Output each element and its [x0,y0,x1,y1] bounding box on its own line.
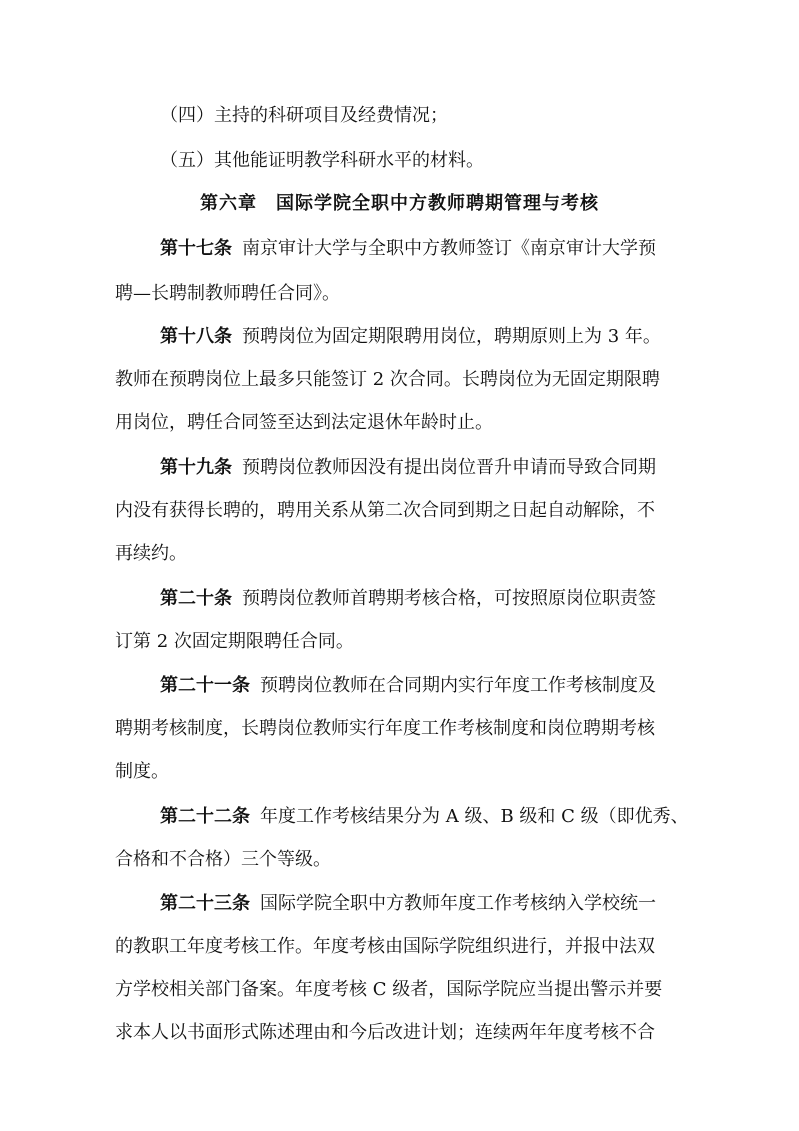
chapter-heading: 第六章 国际学院全职中方教师聘期管理与考核 [200,193,599,214]
article-19-text: 预聘岗位教师因没有提出岗位晋升申请而导致合同期 [242,457,656,478]
article-22-line-2: 合格和不合格）三个等级。 [115,849,331,870]
article-23-line-1 [160,893,656,915]
article-20-title: 第二十条 [160,588,232,609]
article-22-title: 第二十二条 [160,806,250,827]
article-17-line-1 [160,238,656,260]
article-22-line-1 [160,806,689,828]
article-22-text: 年度工作考核结果分为 A 级、B 级和 C 级（即优秀、 [260,806,689,827]
article-23-line-2: 的教职工年度考核工作。年度考核由国际学院组织进行，并报中法双 [115,936,655,957]
article-23-text: 国际学院全职中方教师年度工作考核纳入学校统一 [260,893,656,914]
article-21-title: 第二十一条 [160,675,250,696]
article-21-text: 预聘岗位教师在合同期内实行年度工作考核制度及 [260,675,656,696]
article-17-text: 南京审计大学与全职中方教师签订《南京审计大学预 [242,238,656,259]
list-item-4: （四）主持的科研项目及经费情况； [160,105,448,126]
article-17-line-2: 聘—长聘制教师聘任合同》。 [115,283,340,304]
article-21-line-2: 聘期考核制度，长聘岗位教师实行年度工作考核制度和岗位聘期考核 [115,718,655,739]
list-item-5: （五）其他能证明教学科研水平的材料。 [160,150,484,171]
article-20-text: 预聘岗位教师首聘期考核合格，可按照原岗位职责签 [242,588,656,609]
article-23-line-3: 方学校相关部门备案。年度考核 C 级者，国际学院应当提出警示并要 [115,979,663,1000]
article-21-line-3: 制度。 [115,761,169,782]
article-19-line-1 [160,457,656,479]
article-19-line-2: 内没有获得长聘的，聘用关系从第二次合同到期之日起自动解除，不 [115,500,655,521]
article-20-line-1 [160,588,656,610]
article-18-text: 预聘岗位为固定期限聘用岗位，聘期原则上为 3 年。 [242,326,661,347]
article-23-line-4: 求本人以书面形式陈述理由和今后改进计划；连续两年年度考核不合 [115,1022,655,1043]
article-18-line-3: 用岗位，聘任合同签至达到法定退休年龄时止。 [115,412,493,433]
article-19-title: 第十九条 [160,457,232,478]
article-18-line-1 [160,326,661,348]
article-21-line-1 [160,675,656,697]
article-18-line-2: 教师在预聘岗位上最多只能签订 2 次合同。长聘岗位为无固定期限聘 [115,369,660,390]
article-19-line-3: 再续约。 [115,543,187,564]
article-18-title: 第十八条 [160,326,232,347]
article-17-title: 第十七条 [160,238,232,259]
article-23-title: 第二十三条 [160,893,250,914]
article-20-line-2: 订第 2 次固定期限聘任合同。 [115,631,354,652]
